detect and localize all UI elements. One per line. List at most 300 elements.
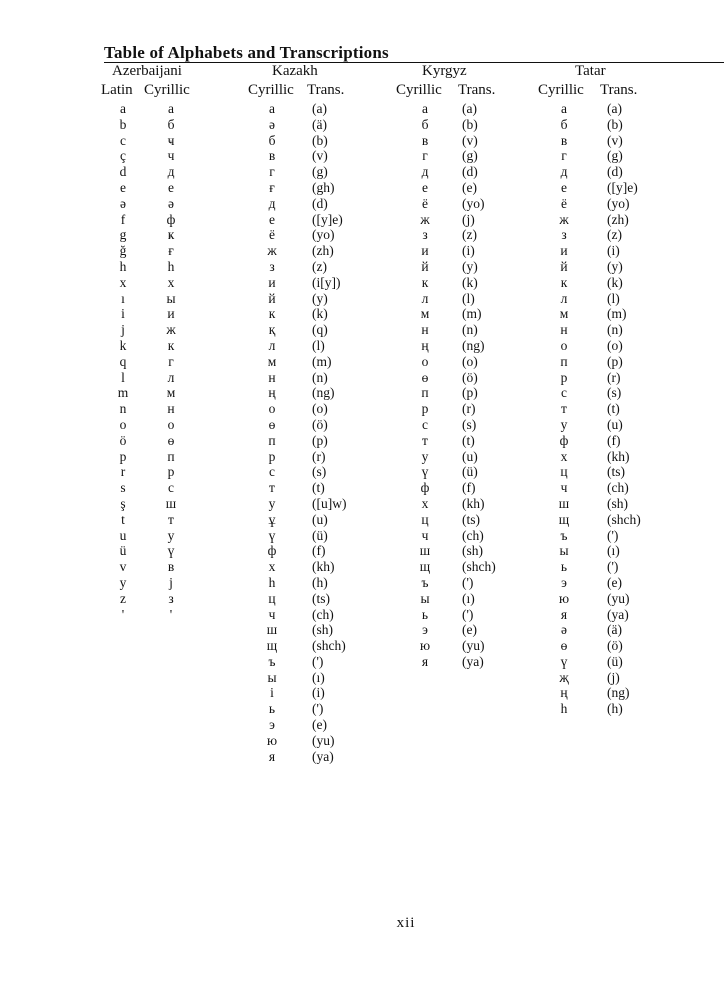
ky-transcription: (ng) (462, 337, 485, 353)
ky-transcription: (sh) (462, 543, 483, 559)
tt-transcription: (t) (607, 401, 620, 417)
title-rule (104, 62, 724, 63)
ky-cyrillic-letter: м (420, 306, 430, 322)
tt-cyrillic-letter: ә (561, 622, 567, 638)
ky-cyrillic-letter: ь (421, 606, 429, 622)
kz-cyrillic-letter: о (268, 401, 276, 417)
kz-transcription: ([y]e) (312, 211, 343, 227)
tt-transcription: (ı) (607, 543, 620, 559)
az-latin-letter: ı (121, 290, 125, 306)
header-tt-trans: Trans. (600, 82, 638, 98)
kz-transcription: (') (312, 701, 324, 717)
az-latin-letter: t (121, 511, 125, 527)
tt-cyrillic-letter: к (560, 274, 568, 290)
az-latin-letter: z (120, 590, 126, 606)
az-cyrillic-letter: ж (166, 322, 176, 338)
kz-transcription: (yu) (312, 732, 335, 748)
kz-cyrillic-letter: л (268, 337, 276, 353)
kz-cyrillic-letter: г (269, 164, 275, 180)
az-cyrillic-letter: а (168, 101, 174, 116)
ky-transcription: (ö) (462, 369, 478, 385)
az-latin-letter: ş (120, 495, 126, 511)
page-number: xii (396, 915, 416, 931)
kz-transcription: (r) (312, 448, 326, 464)
az-cyrillic-column (163, 101, 179, 622)
az-cyrillic-letter: ә (168, 195, 174, 211)
ky-transcription: (u) (462, 448, 478, 464)
header-kz-trans: Trans. (307, 82, 345, 98)
tt-cyrillic-letter: ц (560, 464, 568, 480)
kz-cyrillic-letter: п (268, 432, 276, 448)
tt-cyrillic-letter: х (560, 448, 568, 464)
tt-cyrillic-letter: ф (559, 432, 569, 448)
tt-transcription: (m) (607, 306, 627, 322)
az-latin-letter: g (119, 227, 127, 243)
az-cyrillic-letter: с (168, 480, 174, 496)
kz-transcription: (ä) (312, 116, 327, 132)
ky-transcription: (a) (462, 101, 477, 116)
az-cyrillic-letter: ы (166, 290, 176, 306)
kz-transcription: (ö) (312, 416, 328, 432)
tt-transcription: (j) (607, 669, 620, 685)
ky-cyrillic-letter: п (421, 385, 429, 401)
ky-transcription: (n) (462, 322, 478, 338)
tt-transcription: (shch) (607, 511, 641, 527)
ky-cyrillic-letter: и (421, 243, 429, 259)
ky-cyrillic-letter: з (422, 227, 428, 243)
tt-cyrillic-letter: ж (559, 211, 569, 227)
az-latin-letter: q (119, 353, 127, 369)
tt-transcription: (ya) (607, 606, 629, 622)
az-latin-letter: ' (121, 606, 125, 622)
kz-cyrillic-letter: т (269, 480, 275, 496)
tt-transcription: (ts) (607, 464, 625, 480)
az-latin-letter: c (120, 132, 126, 148)
tt-cyrillic-letter: о (560, 337, 568, 353)
tt-cyrillic-letter: р (560, 369, 568, 385)
kz-transcription: ([u]w) (312, 495, 347, 511)
ky-cyrillic-letter: ж (420, 211, 430, 227)
tt-cyrillic-letter: е (561, 179, 567, 195)
ky-cyrillic-letter: г (422, 148, 428, 164)
ky-cyrillic-letter: д (421, 164, 429, 180)
az-latin-letter: a (120, 101, 126, 116)
az-cyrillic-letter: м (166, 385, 176, 401)
kz-cyrillic-letter: в (268, 148, 276, 164)
ky-transcription: (l) (462, 290, 475, 306)
kz-cyrillic-letter: а (269, 101, 275, 116)
kz-transcription: (z) (312, 258, 327, 274)
tt-transcription: (yu) (607, 590, 630, 606)
kz-transcription: (ı) (312, 669, 325, 685)
tt-transcription: (zh) (607, 211, 629, 227)
az-cyrillic-letter: и (167, 306, 175, 322)
ky-cyrillic-letter: л (421, 290, 429, 306)
ky-transcription: (z) (462, 227, 477, 243)
ky-transcription: (kh) (462, 495, 485, 511)
az-latin-letter: e (120, 179, 126, 195)
az-cyrillic-letter: т (168, 511, 174, 527)
tt-transcription: (n) (607, 322, 623, 338)
az-latin-letter: ö (119, 432, 127, 448)
az-latin-letter: ç (120, 148, 126, 164)
az-cyrillic-letter: л (167, 369, 175, 385)
tt-cyrillic-letter: а (561, 101, 567, 116)
tt-transcription: (o) (607, 337, 623, 353)
tt-transcription: (h) (607, 701, 623, 717)
tt-transcription: (d) (607, 164, 623, 180)
kz-cyrillic-letter: э (269, 717, 275, 733)
ky-cyrillic-letter: ъ (421, 574, 429, 590)
ky-transcription: (d) (462, 164, 478, 180)
ky-cyrillic-letter: н (421, 322, 429, 338)
kz-cyrillic-letter: ү (268, 527, 276, 543)
az-cyrillic-letter: һ (167, 258, 175, 274)
ky-cyrillic-letter: ш (419, 543, 431, 559)
ky-cyrillic-letter: с (422, 416, 428, 432)
az-latin-letter: r (120, 464, 126, 480)
kz-transcription: (i) (312, 685, 325, 701)
kz-cyrillic-letter: ъ (268, 653, 276, 669)
tt-transcription: (ä) (607, 622, 622, 638)
az-latin-letter: x (119, 274, 127, 290)
ky-transcription: (i) (462, 243, 475, 259)
ky-transcription: (b) (462, 116, 478, 132)
kz-cyrillic-letter: е (269, 211, 275, 227)
kz-transcription: (ya) (312, 748, 334, 764)
ky-cyrillic-letter: я (421, 653, 429, 669)
tt-transcription: (u) (607, 416, 623, 432)
az-latin-letter: d (119, 164, 127, 180)
az-latin-letter: i (121, 306, 125, 322)
az-latin-letter: n (119, 401, 127, 417)
ky-cyrillic-letter: ң (421, 337, 429, 353)
tt-cyrillic-letter: җ (559, 669, 569, 685)
az-latin-letter: b (119, 116, 127, 132)
ky-transcription: (o) (462, 353, 478, 369)
tt-cyrillic-letter: һ (560, 701, 568, 717)
az-cyrillic-letter: у (167, 527, 175, 543)
tt-cyrillic-letter: в (560, 132, 568, 148)
az-cyrillic-letter: ч (167, 148, 175, 164)
tt-transcription: (sh) (607, 495, 628, 511)
az-latin-letter: ə (120, 195, 126, 211)
kz-transcription: (n) (312, 369, 328, 385)
az-cyrillic-letter: д (167, 164, 175, 180)
tt-transcription: (yo) (607, 195, 630, 211)
tt-cyrillic-letter: т (561, 401, 567, 417)
page-title: Table of Alphabets and Transcriptions (104, 43, 389, 62)
az-cyrillic-letter: к (167, 337, 175, 353)
kz-cyrillic-letter: ю (266, 732, 278, 748)
kz-cyrillic-letter: ь (268, 701, 276, 717)
az-cyrillic-letter: н (167, 401, 175, 417)
ky-cyrillic-letter: х (421, 495, 429, 511)
az-latin-letter: m (117, 385, 129, 401)
az-cyrillic-letter: х (167, 274, 175, 290)
tt-transcription: (i) (607, 243, 620, 259)
kz-cyrillic-letter: ц (268, 590, 276, 606)
az-cyrillic-letter: р (167, 464, 175, 480)
ky-transcription: (ch) (462, 527, 484, 543)
az-cyrillic-letter: ф (166, 211, 176, 227)
ky-transcription: (ya) (462, 653, 484, 669)
tt-cyrillic-letter: ш (558, 495, 570, 511)
kz-transcription: (q) (312, 322, 328, 338)
ky-cyrillic-letter: ё (422, 195, 428, 211)
ky-transcription: (') (462, 606, 474, 622)
kz-transcription: (l) (312, 337, 325, 353)
tt-transcription: (a) (607, 101, 622, 116)
ky-cyrillic-letter: у (421, 448, 429, 464)
header-ky-trans: Trans. (458, 82, 496, 98)
az-cyrillic-letter: о (167, 416, 175, 432)
tt-trans-column (607, 101, 641, 717)
kz-cyrillic-letter: м (267, 353, 277, 369)
kz-transcription: (shch) (312, 638, 346, 654)
kz-transcription: (y) (312, 290, 328, 306)
tt-cyrillic-letter: г (561, 148, 567, 164)
kz-cyrillic-letter: н (268, 369, 276, 385)
kz-cyrillic-letter: ә (269, 116, 275, 132)
ky-transcription: (yu) (462, 638, 485, 654)
tt-cyrillic-letter: и (560, 243, 568, 259)
kz-transcription: (t) (312, 480, 325, 496)
tt-cyrillic-letter: ү (560, 653, 568, 669)
kz-cyrillic-letter: қ (268, 322, 276, 338)
az-latin-letter: l (121, 369, 125, 385)
tt-transcription: (') (607, 559, 619, 575)
kz-cyrillic-letter: ң (268, 385, 276, 401)
az-latin-letter: f (120, 211, 126, 227)
kz-cyrillic-letter: ё (269, 227, 275, 243)
az-cyrillic-letter: б (167, 116, 175, 132)
az-latin-letter: k (119, 337, 127, 353)
kz-transcription: (p) (312, 432, 328, 448)
kz-transcription: (b) (312, 132, 328, 148)
az-latin-letter: h (119, 258, 127, 274)
kz-transcription: (a) (312, 101, 327, 116)
ky-transcription: (s) (462, 416, 477, 432)
az-cyrillic-letter: ј (169, 574, 173, 590)
ky-cyrillic-letter: ф (420, 480, 430, 496)
az-cyrillic-letter: ҹ (167, 132, 175, 148)
tt-cyrillic-letter: ю (558, 590, 570, 606)
ky-cyrillic-letter: о (421, 353, 429, 369)
kz-cyrillic-letter: ұ (268, 511, 276, 527)
ky-cyrillic-letter: к (421, 274, 429, 290)
ky-transcription: (v) (462, 132, 478, 148)
tt-transcription: (p) (607, 353, 623, 369)
kz-transcription: (kh) (312, 559, 335, 575)
az-cyrillic-letter: г (168, 353, 174, 369)
az-cyrillic-letter: ө (167, 432, 175, 448)
kz-transcription: (g) (312, 164, 328, 180)
kz-cyrillic-letter: ч (268, 606, 276, 622)
az-cyrillic-letter: е (168, 179, 174, 195)
kz-transcription: (v) (312, 148, 328, 164)
tt-cyrillic-letter: ъ (560, 527, 568, 543)
az-latin-column (115, 101, 131, 622)
tt-transcription: (ng) (607, 685, 630, 701)
kz-cyrillic-letter: б (268, 132, 276, 148)
header-kz-cyrillic: Cyrillic (248, 82, 294, 98)
kz-cyrillic-letter: ө (268, 416, 276, 432)
ky-cyrillic-letter: в (421, 132, 429, 148)
tt-cyrillic-letter: щ (558, 511, 570, 527)
kz-cyrillic-letter: у (268, 495, 276, 511)
kz-transcription: (ü) (312, 527, 328, 543)
tt-cyrillic-letter: л (560, 290, 568, 306)
tt-transcription: (ch) (607, 480, 629, 496)
kz-cyrillic-letter: ф (267, 543, 277, 559)
lang-kazakh: Kazakh (272, 63, 318, 79)
tt-transcription: (kh) (607, 448, 630, 464)
kz-transcription: (ch) (312, 606, 334, 622)
tt-transcription: (f) (607, 432, 621, 448)
ky-transcription: (t) (462, 432, 475, 448)
tt-cyrillic-letter: у (560, 416, 568, 432)
tt-cyrillic-letter: ң (560, 685, 568, 701)
ky-transcription: (ts) (462, 511, 480, 527)
ky-cyrillic-letter: р (421, 401, 429, 417)
lang-kyrgyz: Kyrgyz (422, 63, 467, 79)
lang-azerbaijani: Azerbaijani (112, 63, 182, 79)
tt-cyrillic-letter: д (560, 164, 568, 180)
ky-transcription: (e) (462, 179, 477, 195)
ky-cyrillic-letter: й (421, 258, 429, 274)
tt-cyrillic-letter: ь (560, 559, 568, 575)
az-latin-letter: ğ (119, 243, 127, 259)
az-latin-letter: ü (119, 543, 127, 559)
ky-transcription: (ı) (462, 590, 475, 606)
kz-transcription: (d) (312, 195, 328, 211)
kz-transcription: (ng) (312, 385, 335, 401)
ky-cyrillic-letter: т (422, 432, 428, 448)
tt-cyrillic-letter: ы (559, 543, 569, 559)
tt-cyrillic-letter: ч (560, 480, 568, 496)
kz-trans-column (312, 101, 346, 764)
az-cyrillic-letter: ш (165, 495, 177, 511)
ky-transcription: (k) (462, 274, 478, 290)
tt-transcription: (z) (607, 227, 622, 243)
ky-transcription: (m) (462, 306, 482, 322)
header-az-latin: Latin (101, 82, 133, 98)
tt-transcription: (v) (607, 132, 623, 148)
kz-cyrillic-letter: с (269, 464, 275, 480)
tt-cyrillic-letter: с (561, 385, 567, 401)
kz-transcription: (yo) (312, 227, 335, 243)
ky-cyrillic-letter: а (422, 101, 428, 116)
kz-transcription: (i[y]) (312, 274, 341, 290)
kz-cyrillic-letter: ғ (269, 179, 275, 195)
kz-transcription: (sh) (312, 622, 333, 638)
kz-cyrillic-letter: ж (267, 243, 277, 259)
kz-transcription: (s) (312, 464, 327, 480)
tt-transcription: (r) (607, 369, 621, 385)
kz-transcription: (o) (312, 401, 328, 417)
tt-cyrillic-letter: э (561, 574, 567, 590)
ky-transcription: (e) (462, 622, 477, 638)
tt-cyrillic-letter: н (560, 322, 568, 338)
tt-transcription: (k) (607, 274, 623, 290)
tt-cyrillic-letter: б (560, 116, 568, 132)
header-tt-cyrillic: Cyrillic (538, 82, 584, 98)
ky-transcription: (yo) (462, 195, 485, 211)
ky-cyrillic-column (417, 101, 433, 670)
kz-cyrillic-letter: щ (266, 638, 278, 654)
kz-cyrillic-letter: һ (268, 574, 276, 590)
az-cyrillic-letter: з (168, 590, 174, 606)
az-cyrillic-letter: ү (167, 543, 175, 559)
kz-cyrillic-letter: ш (266, 622, 278, 638)
kz-transcription: (u) (312, 511, 328, 527)
ky-transcription: (p) (462, 385, 478, 401)
tt-cyrillic-column (556, 101, 572, 717)
tt-transcription: (s) (607, 385, 622, 401)
kz-transcription: (k) (312, 306, 328, 322)
ky-transcription: (j) (462, 211, 475, 227)
tt-transcription: (y) (607, 258, 623, 274)
ky-transcription: (y) (462, 258, 478, 274)
az-cyrillic-letter: в (167, 559, 175, 575)
tt-transcription: (b) (607, 116, 623, 132)
tt-transcription: (g) (607, 148, 623, 164)
kz-cyrillic-letter: з (269, 258, 275, 274)
ky-cyrillic-letter: ю (419, 638, 431, 654)
tt-cyrillic-letter: ө (560, 638, 568, 654)
lang-tatar: Tatar (575, 63, 606, 79)
kz-cyrillic-letter: ы (267, 669, 277, 685)
ky-transcription: (ü) (462, 464, 478, 480)
ky-cyrillic-letter: е (422, 179, 428, 195)
ky-transcription: (shch) (462, 559, 496, 575)
tt-cyrillic-letter: ё (561, 195, 567, 211)
ky-trans-column (462, 101, 496, 670)
az-latin-letter: u (119, 527, 127, 543)
tt-cyrillic-letter: й (560, 258, 568, 274)
kz-transcription: (') (312, 653, 324, 669)
kz-cyrillic-letter: к (268, 306, 276, 322)
az-latin-letter: p (119, 448, 127, 464)
kz-transcription: (ts) (312, 590, 330, 606)
az-cyrillic-letter: п (167, 448, 175, 464)
kz-cyrillic-letter: д (268, 195, 276, 211)
tt-cyrillic-letter: я (560, 606, 568, 622)
ky-transcription: (g) (462, 148, 478, 164)
kz-transcription: (e) (312, 717, 327, 733)
kz-cyrillic-letter: и (268, 274, 276, 290)
az-latin-letter: j (121, 322, 125, 338)
ky-cyrillic-letter: ц (421, 511, 429, 527)
ky-cyrillic-letter: э (422, 622, 428, 638)
az-cyrillic-letter: ғ (168, 243, 174, 259)
kz-transcription: (f) (312, 543, 326, 559)
kz-cyrillic-letter: р (268, 448, 276, 464)
kz-cyrillic-letter: і (270, 685, 274, 701)
kz-transcription: (zh) (312, 243, 334, 259)
tt-transcription: (e) (607, 574, 622, 590)
ky-cyrillic-letter: ы (420, 590, 430, 606)
ky-cyrillic-letter: б (421, 116, 429, 132)
tt-cyrillic-letter: м (559, 306, 569, 322)
ky-cyrillic-letter: ч (421, 527, 429, 543)
az-latin-letter: s (120, 480, 126, 496)
kz-cyrillic-letter: й (268, 290, 276, 306)
tt-transcription: (l) (607, 290, 620, 306)
ky-transcription: (r) (462, 401, 476, 417)
kz-cyrillic-letter: х (268, 559, 276, 575)
